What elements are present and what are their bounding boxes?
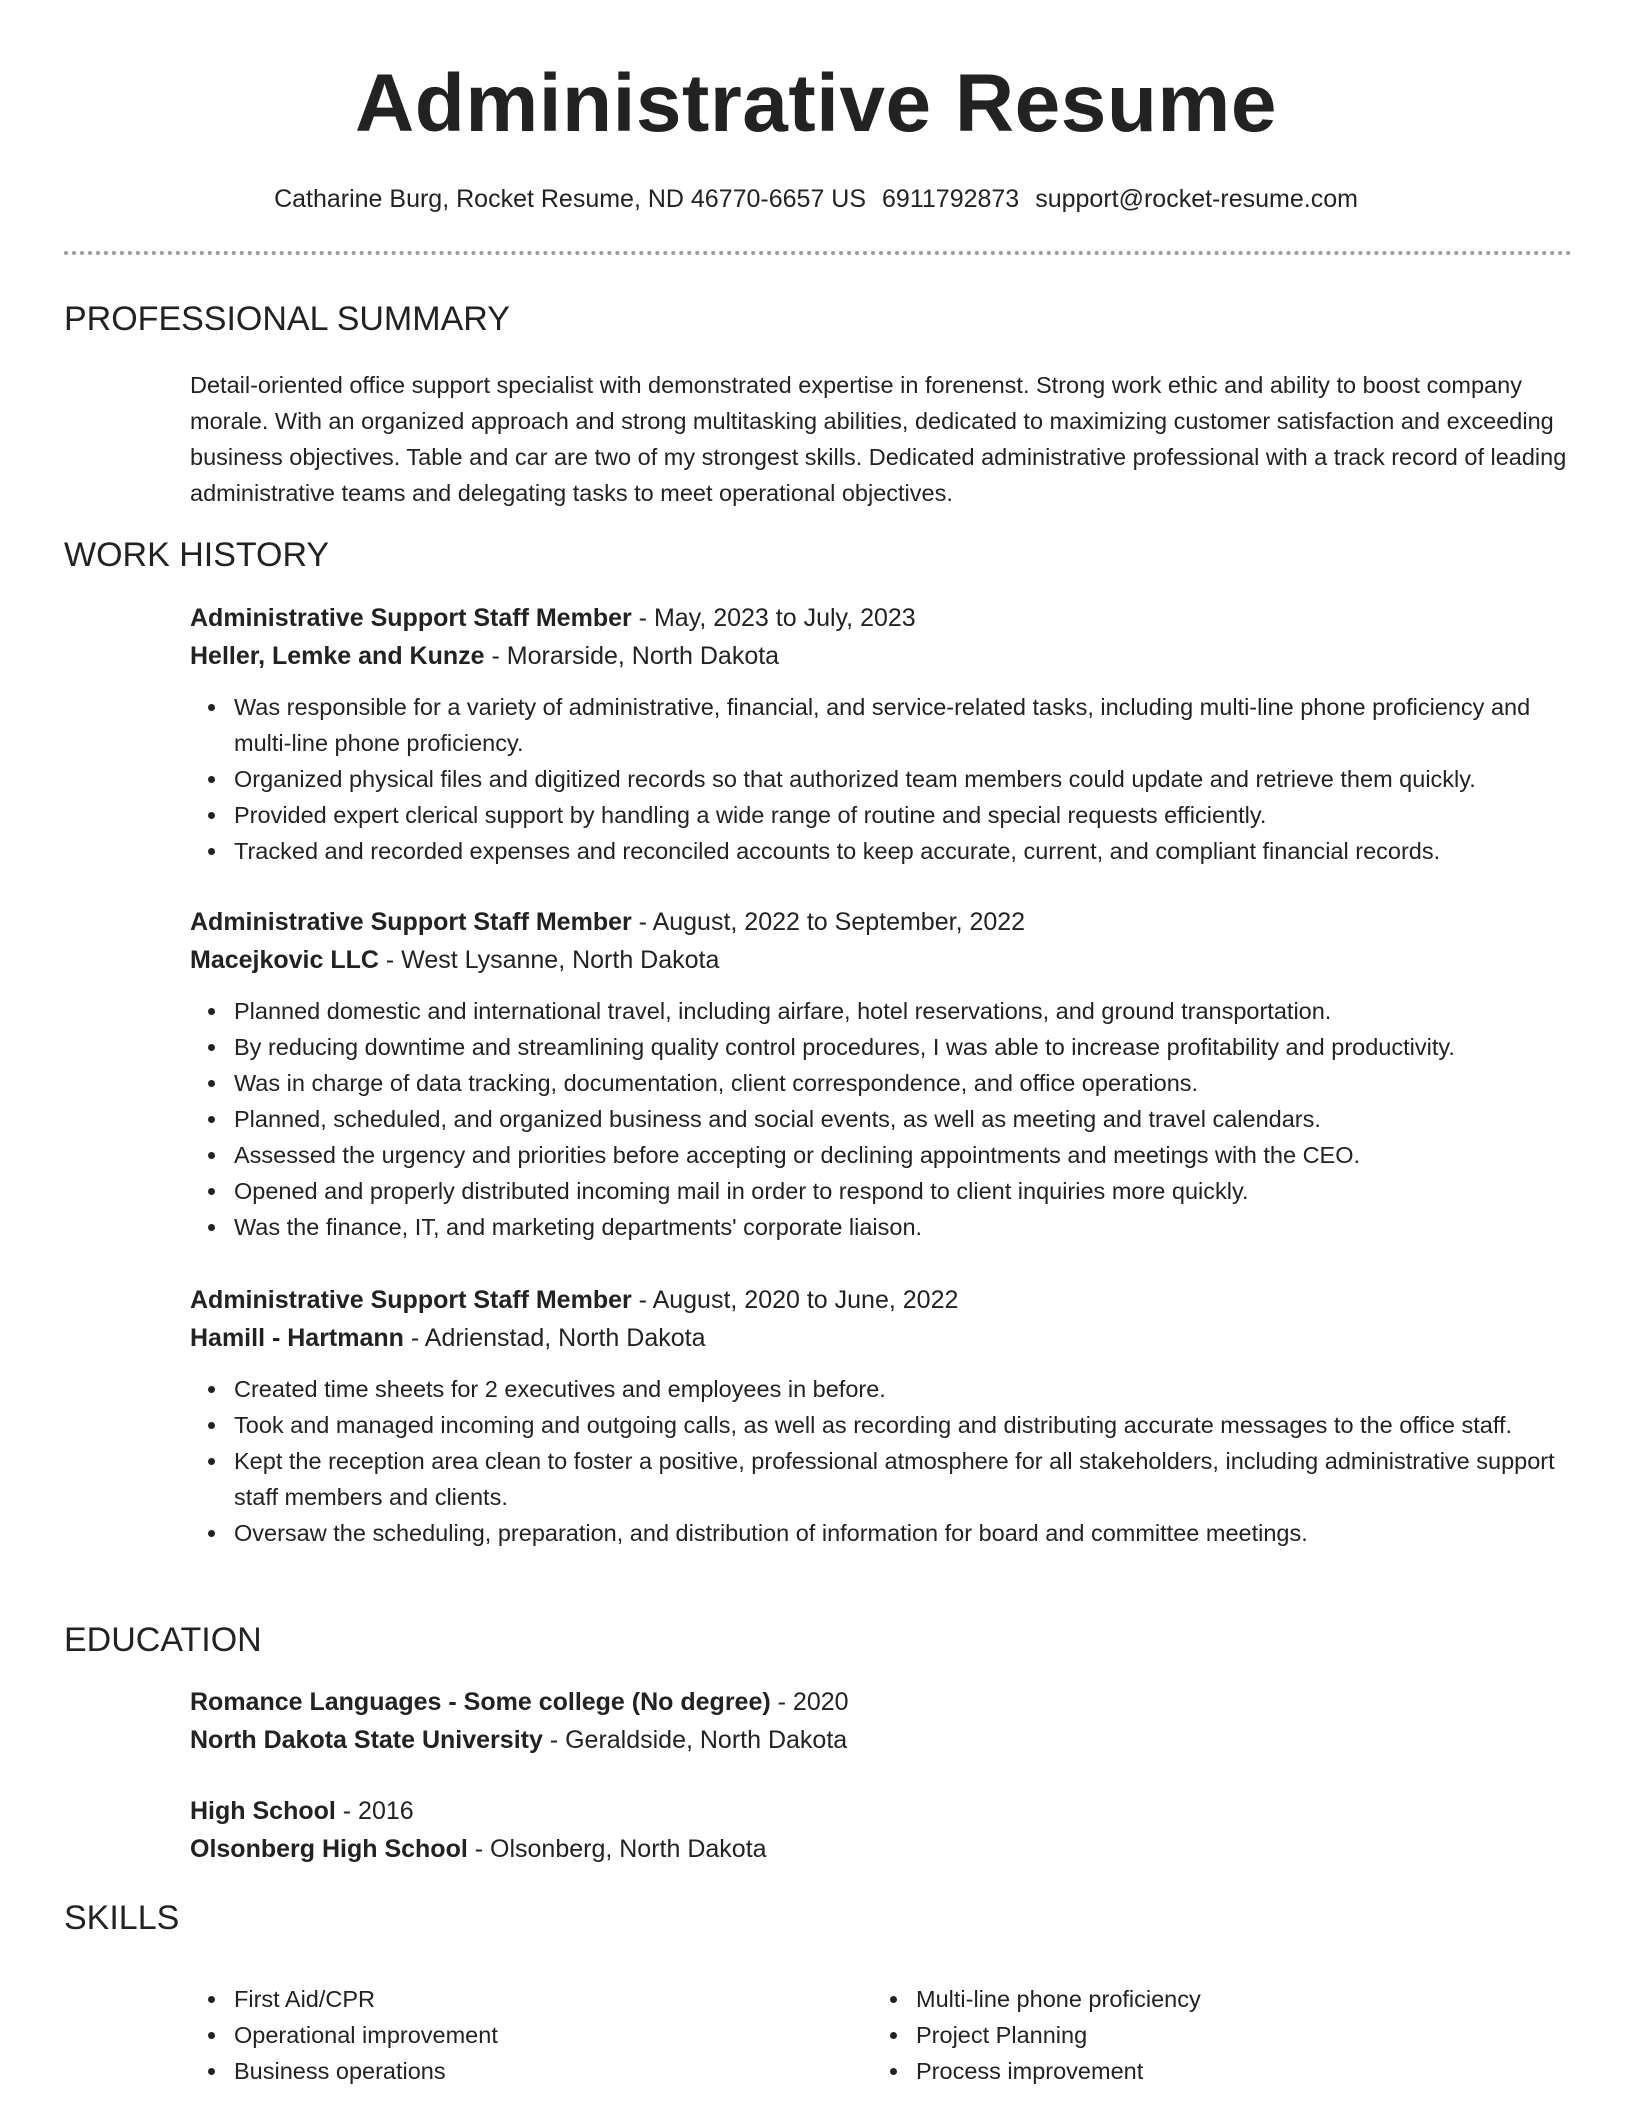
job-bullets <box>190 993 1570 1245</box>
job-dates: - August, 2020 to June, 2022 <box>631 1286 959 1314</box>
list-item: Planned domestic and international travel, including airfare, hotel reservations, and ground transportation. <box>190 993 1570 1029</box>
list-item: First Aid/CPR <box>190 1981 872 2017</box>
summary-text: Detail-oriented office support specialist with demonstrated expertise in forenenst. Strong work ethic and ability to boost company morale. With an organized approach and strong multitasking abilities, dedicated to maximizing customer satisfaction and exceeding business objectives. Table and car are two of my strongest skills. Dedicated administrative professional with a track record of leading administrative teams and delegating tasks to meet operational objectives. <box>190 372 1567 506</box>
list-item: Multi-line phone proficiency <box>872 1981 1554 2017</box>
list-item: Was in charge of data tracking, documentation, client correspondence, and office operations. <box>190 1065 1570 1101</box>
job-title: Administrative Support Staff Member <box>190 1286 632 1314</box>
education-location: - Geraldside, North Dakota <box>542 1726 848 1754</box>
education-location: - Olsonberg, North Dakota <box>467 1835 767 1863</box>
contact-line <box>0 183 1632 215</box>
list-item: Was the finance, IT, and marketing departments' corporate liaison. <box>190 1209 1570 1245</box>
list-item: Organized physical files and digitized records so that authorized team members could update and retrieve them quickly. <box>190 761 1570 797</box>
job-bullets <box>190 689 1570 869</box>
education-year: - 2016 <box>335 1797 414 1825</box>
list-item: Process improvement <box>872 2053 1554 2089</box>
list-item: Assessed the urgency and priorities before accepting or declining appointments and meetings with the CEO. <box>190 1137 1570 1173</box>
list-item: Was responsible for a variety of administrative, financial, and service-related tasks, including multi-line phone proficiency and multi-line phone proficiency. <box>190 689 1570 761</box>
work-history-heading: WORK HISTORY <box>64 536 330 574</box>
job-company: Macejkovic LLC <box>190 946 379 974</box>
job-company-line <box>190 637 1570 675</box>
job-title-line <box>190 903 1570 941</box>
skills-list-right <box>872 1981 1554 2089</box>
education-school-line <box>190 1830 1570 1868</box>
job-entry <box>190 903 1570 1245</box>
job-location: - Morarside, North Dakota <box>484 642 780 670</box>
education-degree-line <box>190 1792 1570 1830</box>
list-item: Took and managed incoming and outgoing calls, as well as recording and distributing accurate messages to the office staff. <box>190 1407 1570 1443</box>
education-school-line <box>190 1721 1570 1759</box>
job-dates: - May, 2023 to July, 2023 <box>631 604 916 632</box>
job-entry <box>190 1281 1570 1551</box>
list-item: Oversaw the scheduling, preparation, and distribution of information for board and committee meetings. <box>190 1515 1570 1551</box>
education-school: North Dakota State University <box>190 1726 543 1754</box>
skills-column-left <box>190 1981 872 2089</box>
list-item: Planned, scheduled, and organized business and social events, as well as meeting and travel calendars. <box>190 1101 1570 1137</box>
job-company-line <box>190 941 1570 979</box>
job-location: - West Lysanne, North Dakota <box>378 946 720 974</box>
job-title-line <box>190 1281 1570 1319</box>
job-location: - Adrienstad, North Dakota <box>403 1324 706 1352</box>
job-company: Hamill - Hartmann <box>190 1324 404 1352</box>
job-bullets <box>190 1371 1570 1551</box>
resume-title: Administrative Resume <box>355 58 1277 149</box>
list-item: Operational improvement <box>190 2017 872 2053</box>
job-title: Administrative Support Staff Member <box>190 604 632 632</box>
education-degree: Romance Languages - Some college (No degree) <box>190 1688 771 1716</box>
list-item: Project Planning <box>872 2017 1554 2053</box>
job-dates: - August, 2022 to September, 2022 <box>631 908 1026 936</box>
summary-heading: PROFESSIONAL SUMMARY <box>64 300 510 338</box>
education-entry <box>190 1683 1570 1759</box>
education-entry <box>190 1792 1570 1868</box>
list-item: Tracked and recorded expenses and reconciled accounts to keep accurate, current, and compliant financial records. <box>190 833 1570 869</box>
job-company-line <box>190 1319 1570 1357</box>
list-item: Kept the reception area clean to foster a positive, professional atmosphere for all stakeholders, including administrative support staff members and clients. <box>190 1443 1570 1515</box>
skills-grid <box>190 1981 1570 2089</box>
education-heading: EDUCATION <box>64 1621 262 1659</box>
education-degree-line <box>190 1683 1570 1721</box>
list-item: Provided expert clerical support by handling a wide range of routine and special requests efficiently. <box>190 797 1570 833</box>
list-item: Business operations <box>190 2053 872 2089</box>
header-divider <box>64 251 1572 255</box>
contact-address: Catharine Burg, Rocket Resume, ND 46770-6657 US <box>274 185 867 213</box>
list-item: Opened and properly distributed incoming mail in order to respond to client inquiries more quickly. <box>190 1173 1570 1209</box>
list-item: Created time sheets for 2 executives and employees in before. <box>190 1371 1570 1407</box>
job-title-line <box>190 599 1570 637</box>
education-school: Olsonberg High School <box>190 1835 468 1863</box>
list-item: By reducing downtime and streamlining quality control procedures, I was able to increase profitability and productivity. <box>190 1029 1570 1065</box>
contact-phone: 6911792873 <box>882 185 1020 213</box>
skills-list-left <box>190 1981 872 2089</box>
job-entry <box>190 599 1570 869</box>
job-title: Administrative Support Staff Member <box>190 908 632 936</box>
skills-heading: SKILLS <box>64 1899 180 1937</box>
education-year: - 2020 <box>770 1688 849 1716</box>
job-company: Heller, Lemke and Kunze <box>190 642 485 670</box>
contact-email: support@rocket-resume.com <box>1035 185 1358 213</box>
education-degree: High School <box>190 1797 336 1825</box>
skills-column-right <box>872 1981 1554 2089</box>
